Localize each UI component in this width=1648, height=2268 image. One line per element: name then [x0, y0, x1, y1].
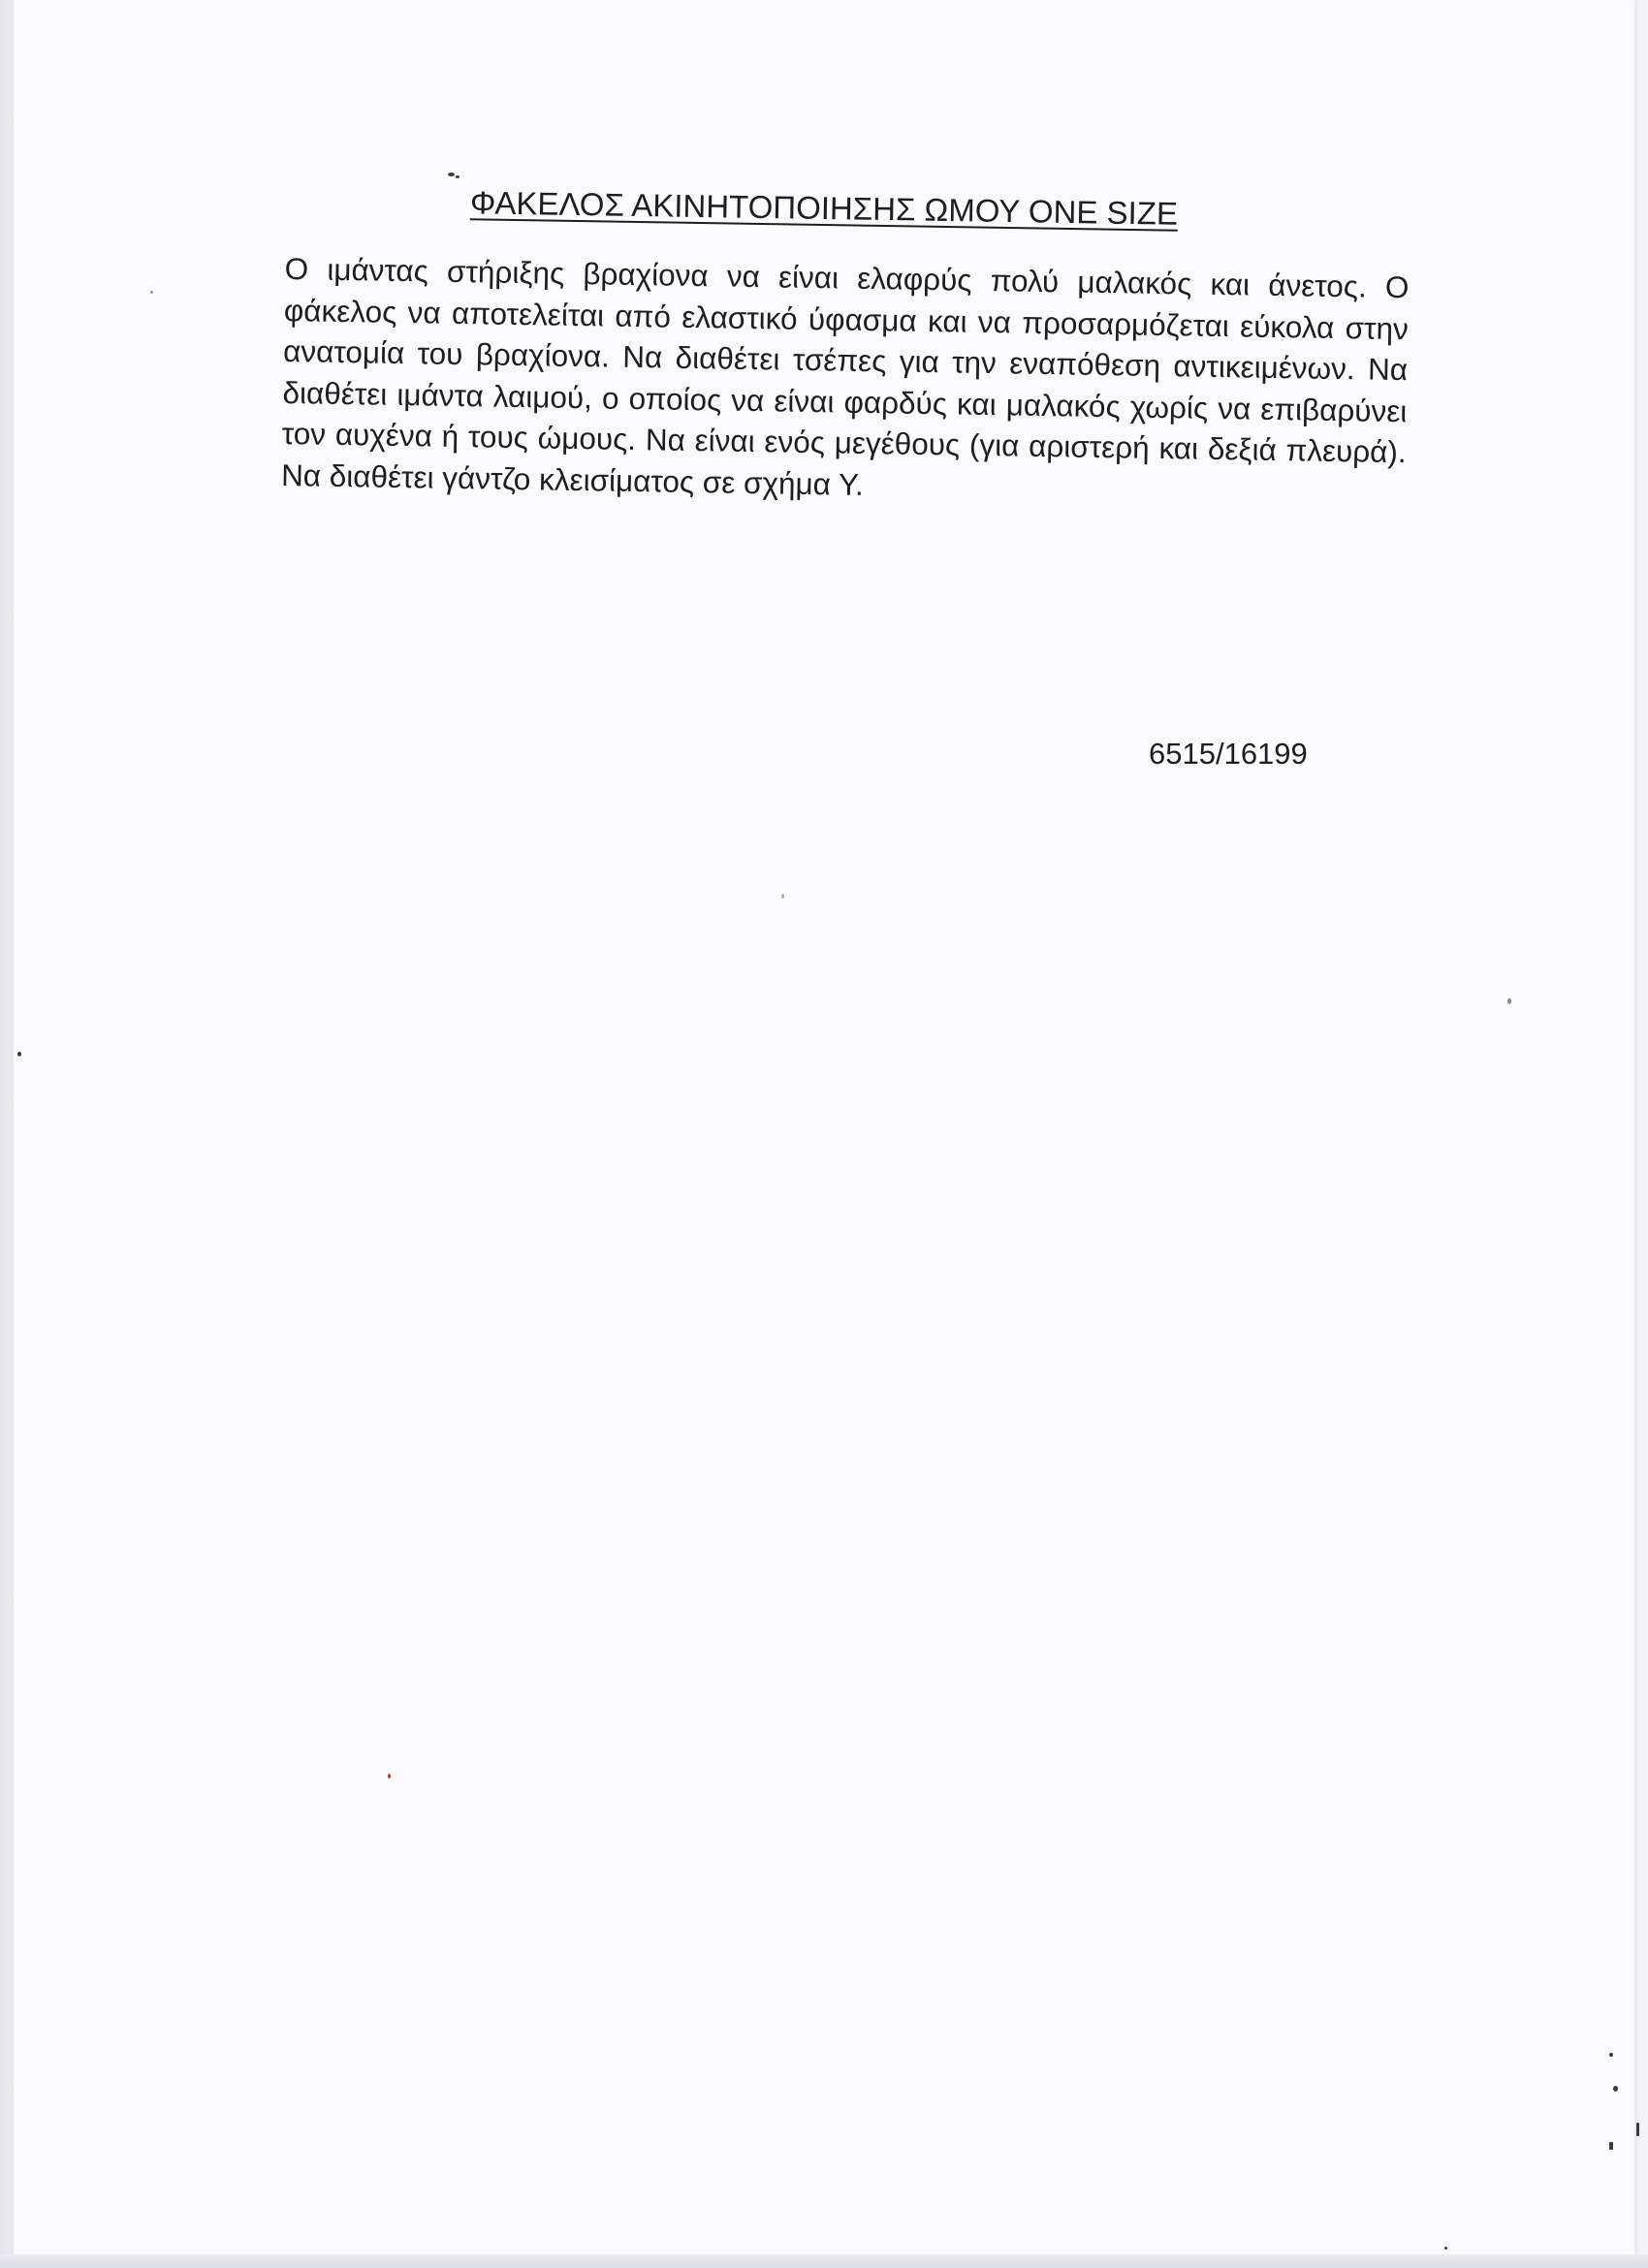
scan-speck [1613, 2086, 1618, 2092]
scan-speck [1636, 2123, 1639, 2136]
scan-speck [1507, 998, 1511, 1004]
scan-speck [1444, 2247, 1447, 2250]
scan-speck [388, 1774, 391, 1779]
scan-speck [448, 173, 455, 176]
document-title: ΦΑΚΕΛΟΣ ΑΚΙΝΗΤΟΠΟΙΗΣΗΣ ΩΜΟΥ ONE SIZE [469, 184, 1179, 232]
scan-speck [1609, 2142, 1613, 2150]
scan-speck [17, 1052, 21, 1056]
scan-speck [150, 291, 153, 294]
scan-edge-bottom [0, 2254, 1648, 2268]
reference-number: 6515/16199 [1149, 737, 1308, 771]
scan-speck [781, 894, 784, 898]
document-body: Ο ιμάντας στήριξης βραχίονα να είναι ελαφρύς πολύ μαλακός και άνετος. Ο φάκελος να αποτελείται από ελαστικό ύφασμα και να προσαρμόζεται εύκολα στην ανατομία του βραχίονα. Να διαθέτει τσέπες για την εναπόθεση αντικειμένων. Να διαθέτει ιμάντα λαιμού, ο οποίος να είναι φαρδύς και μαλακός χωρίς να επιβαρύνει τον αυχένα ή τους ώμους. Να είναι ενός μεγέθους (για αριστερή και δεξιά πλευρά). Να διαθέτει γάντζο κλεισίματος σε σχήμα Υ. [280, 250, 1410, 502]
scan-speck [456, 175, 460, 178]
scan-speck [1609, 2053, 1613, 2057]
